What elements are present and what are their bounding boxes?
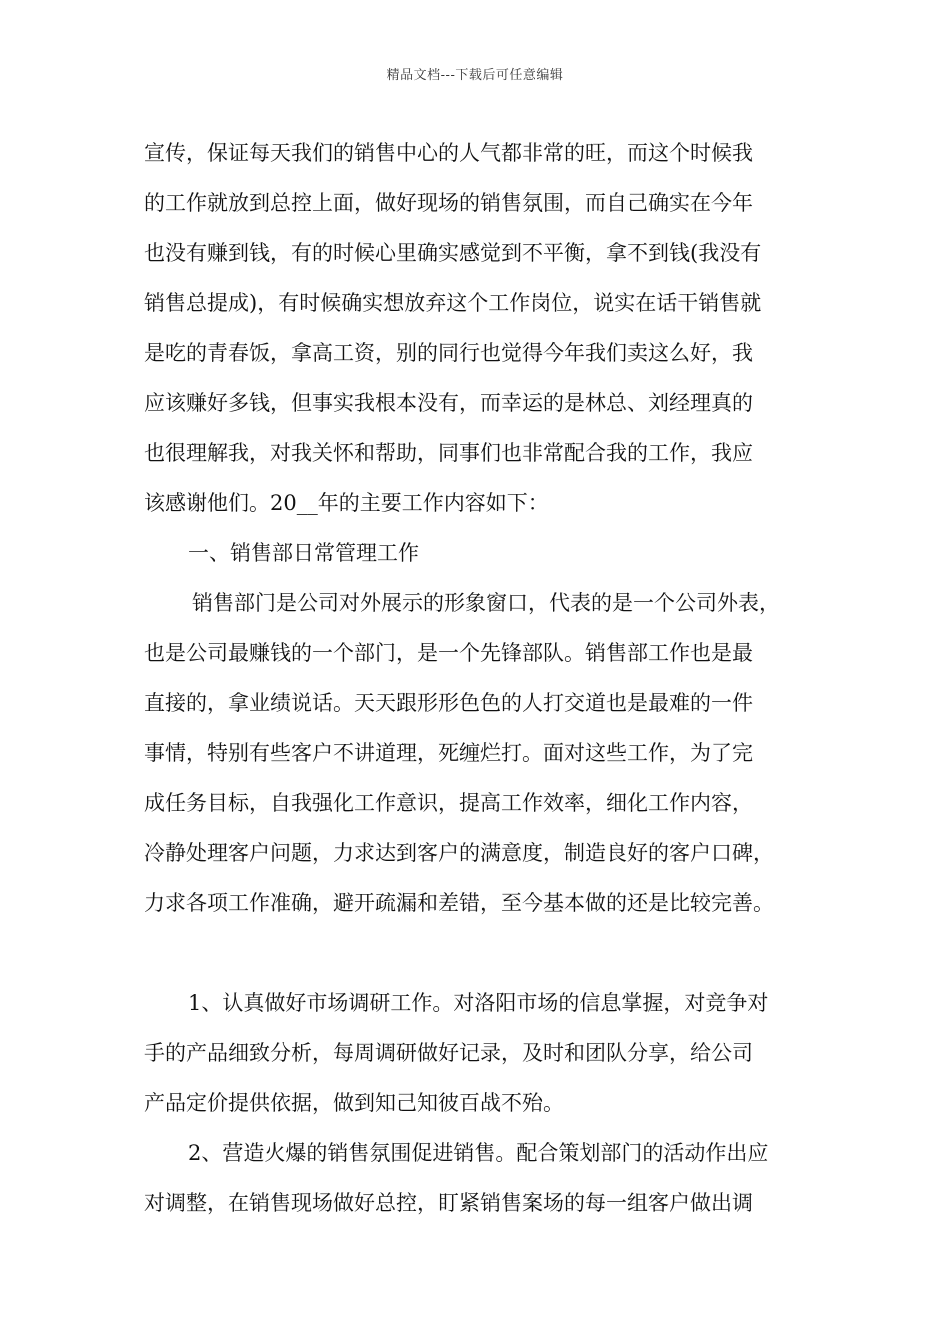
text-line: 1、认真做好市场调研工作。对洛阳市场的信息掌握，对竞争对 bbox=[188, 991, 769, 1015]
paragraph-item-1 bbox=[144, 978, 812, 1128]
text-line: 事情，特别有些客户不讲道理，死缠烂打。面对这些工作，为了完 bbox=[144, 741, 753, 765]
section-heading: 一、销售部日常管理工作 bbox=[188, 541, 419, 565]
document-body bbox=[144, 128, 812, 1228]
paragraph-intro bbox=[144, 128, 812, 528]
text-line: 销售部门是公司对外展示的形象窗口，代表的是一个公司外表， bbox=[192, 591, 780, 615]
paragraph-item-2 bbox=[144, 1128, 812, 1228]
text-line: 也是公司最赚钱的一个部门，是一个先锋部队。销售部工作也是最 bbox=[144, 641, 753, 665]
text-line: 产品定价提供依据，做到知己知彼百战不殆。 bbox=[144, 1091, 564, 1115]
text-line: 手的产品细致分析，每周调研做好记录，及时和团队分享，给公司 bbox=[144, 1041, 753, 1065]
text-line: 销售总提成)，有时候确实想放弃这个工作岗位，说实在话干销售就 bbox=[144, 291, 762, 315]
text-line: 也没有赚到钱，有的时候心里确实感觉到不平衡，拿不到钱(我没有 bbox=[144, 241, 762, 265]
text-line: 也很理解我，对我关怀和帮助，同事们也非常配合我的工作，我应 bbox=[144, 441, 753, 465]
paragraph-sales-dept bbox=[144, 578, 812, 928]
text-line: 宣传，保证每天我们的销售中心的人气都非常的旺，而这个时候我 bbox=[144, 141, 753, 165]
text-line: 应该赚好多钱，但事实我根本没有，而幸运的是林总、刘经理真的 bbox=[144, 391, 753, 415]
text-line: 2、营造火爆的销售氛围促进销售。配合策划部门的活动作出应 bbox=[188, 1141, 769, 1165]
text-line: 成任务目标，自我强化工作意识，提高工作效率，细化工作内容， bbox=[144, 791, 753, 815]
page-header: 精品文档---下载后可任意编辑 bbox=[386, 68, 564, 83]
text-line: 是吃的青春饭，拿高工资，别的同行也觉得今年我们卖这么好，我 bbox=[144, 341, 753, 365]
text-line: 的工作就放到总控上面，做好现场的销售氛围，而自己确实在今年 bbox=[144, 191, 753, 215]
text-line: 力求各项工作准确，避开疏漏和差错，至今基本做的还是比较完善。 bbox=[144, 891, 774, 915]
blank-line bbox=[144, 928, 812, 978]
text-line: 直接的，拿业绩说话。天天跟形形色色的人打交道也是最难的一件 bbox=[144, 691, 753, 715]
text-line: 对调整，在销售现场做好总控，盯紧销售案场的每一组客户做出调 bbox=[144, 1191, 753, 1215]
text-line: 该感谢他们。20__年的主要工作内容如下： bbox=[144, 491, 549, 515]
text-line: 冷静处理客户问题，力求达到客户的满意度，制造良好的客户口碑， bbox=[144, 841, 774, 865]
